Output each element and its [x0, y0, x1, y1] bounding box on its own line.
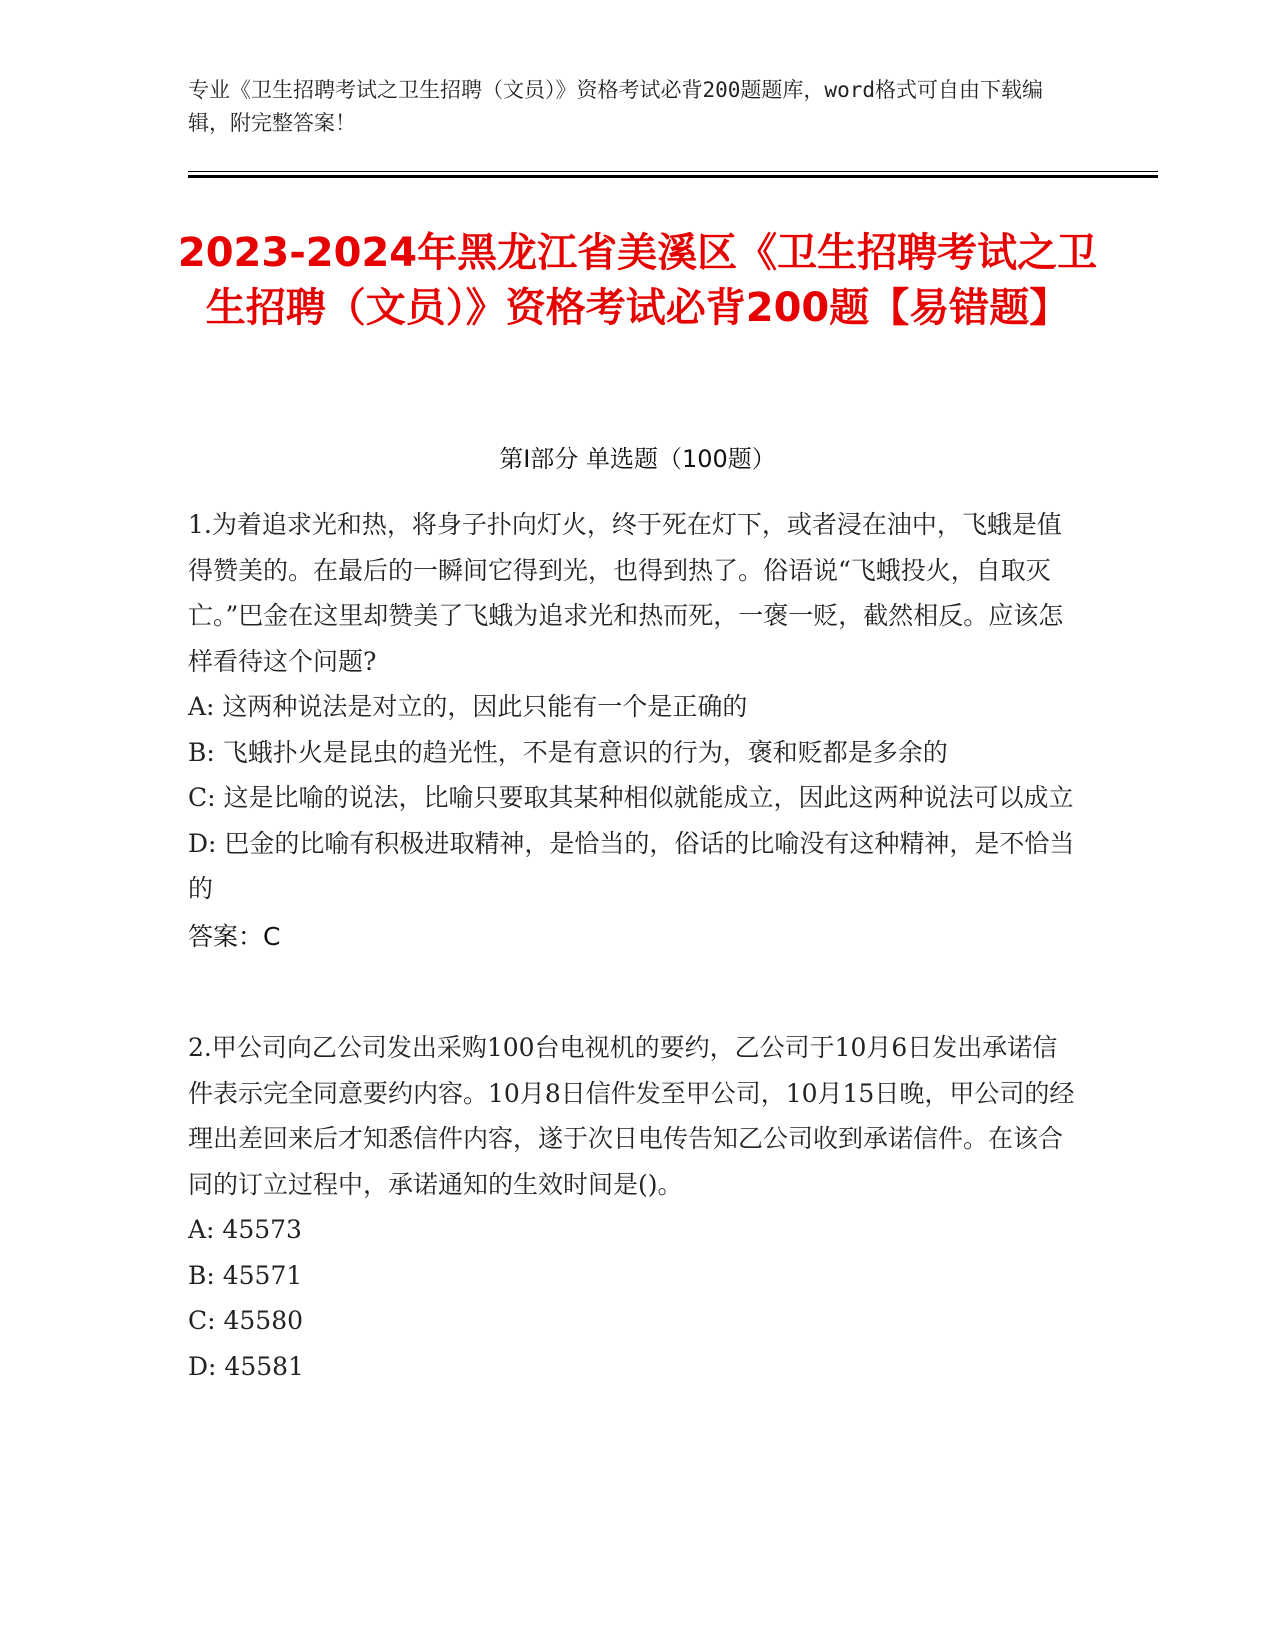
option-b: B: 飞蛾扑火是昆虫的趋光性，不是有意识的行为，褒和贬都是多余的 — [188, 737, 948, 767]
question-1 — [188, 502, 1078, 959]
option-c: C: 45580 — [188, 1306, 304, 1335]
question-2 — [188, 1025, 1078, 1389]
header-note: 专业《卫生招聘考试之卫生招聘（文员）》资格考试必背200题题库，word格式可自由下载编辑，附完整答案！ — [188, 78, 1043, 135]
header-divider-thin — [188, 171, 1158, 172]
header-divider-thick — [188, 175, 1158, 178]
answer-label: 答案：C — [188, 921, 281, 951]
document-title: 2023-2024年黑龙江省美溪区《卫生招聘考试之卫生招聘（文员）》资格考试必背200题【易错题】 — [177, 230, 1098, 331]
option-d: D: 45581 — [188, 1351, 304, 1381]
question-stem: 1.为着追求光和热，将身子扑向灯火，终于死在灯下，或者浸在油中，飞蛾是值得赞美的。在最后的一瞬间它得到光，也得到热了。俗语说“飞蛾投火，自取灭亡。”巴金在这里却赞美了飞蛾为追求光和热而死，一褒一贬，截然相反。应该怎样看待这个问题? — [188, 510, 1064, 676]
question-stem: 2.甲公司向乙公司发出采购100台电视机的要约，乙公司于10月6日发出承诺信件表示完全同意要约内容。10月8日信件发至甲公司，10月15日晚，甲公司的经理出差回来后才知悉信件内容，遂于次日电传告知乙公司收到承诺信件。在该合同的订立过程中，承诺通知的生效时间是()。 — [188, 1033, 1075, 1199]
option-d: D: 巴金的比喻有积极进取精神，是恰当的，俗话的比喻没有这种精神，是不恰当的 — [188, 828, 1075, 903]
option-c: C: 这是比喻的说法，比喻只要取其某种相似就能成立，因此这两种说法可以成立 — [188, 783, 1074, 812]
option-a: A: 45573 — [188, 1215, 302, 1244]
option-a: A: 这两种说法是对立的，因此只能有一个是正确的 — [188, 692, 748, 721]
option-b: B: 45571 — [188, 1260, 303, 1290]
section-title: 第Ⅰ部分 单选题（100题） — [499, 445, 776, 473]
